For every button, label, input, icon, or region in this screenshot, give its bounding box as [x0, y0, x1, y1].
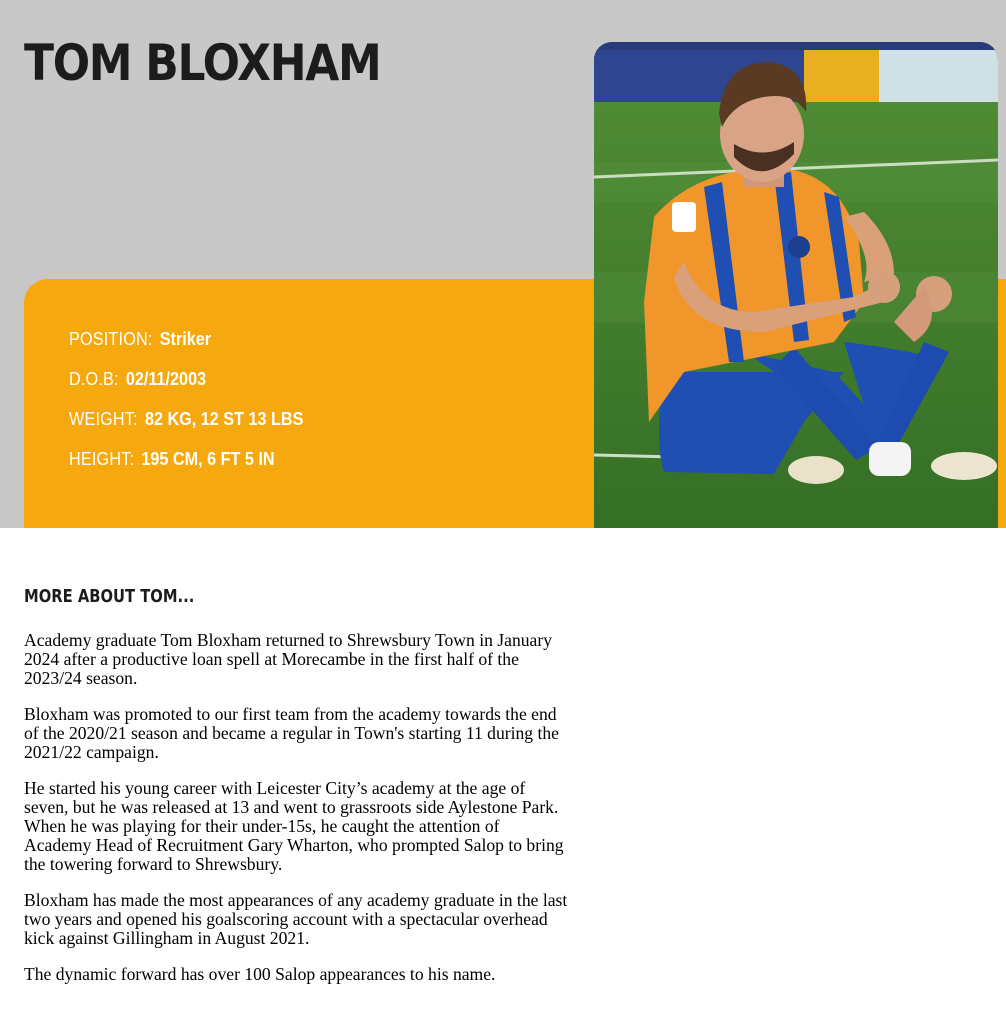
more-about-heading: MORE ABOUT TOM...: [24, 586, 195, 607]
stat-weight: [69, 409, 303, 430]
accent-edge: [998, 279, 1006, 528]
bio-paragraph: He started his young career with Leicester City’s academy at the age of seven, but he was released at 13 and went to grassroots side Aylestone Park. When he was playing for their under-15s, he caught the attention of Academy Head of Recruitment Gary Wharton, who prompted Salop to bring the towering forward to Shrewsbury.: [24, 778, 564, 874]
stat-dob: [69, 369, 206, 390]
bio-paragraph: Bloxham was promoted to our first team from the academy towards the end of the 2020/21 season and became a regular in Town's starting 11 during the 2021/22 campaign.: [24, 704, 559, 762]
stat-dob-label: D.O.B:: [69, 369, 119, 389]
player-photo: [594, 42, 998, 528]
stat-height: [69, 449, 275, 470]
stat-dob-value: 02/11/2003: [125, 369, 207, 389]
player-stats-panel: [24, 279, 614, 528]
stat-height-value: 195 CM, 6 FT 5 IN: [141, 449, 275, 469]
stat-weight-label: WEIGHT:: [69, 409, 138, 429]
stat-height-label: HEIGHT:: [69, 449, 135, 469]
bio-paragraph: The dynamic forward has over 100 Salop appearances to his name.: [24, 964, 496, 984]
bio-paragraph: Academy graduate Tom Bloxham returned to Shrewsbury Town in January 2024 after a productive loan spell at Morecambe in the first half of the 2023/24 season.: [24, 630, 553, 688]
stat-position: [69, 329, 211, 350]
stat-position-value: Striker: [159, 329, 212, 349]
player-bio: [24, 631, 569, 1001]
player-photo-illustration: [594, 42, 998, 528]
stat-position-label: POSITION:: [69, 329, 153, 349]
bio-paragraph: Bloxham has made the most appearances of any academy graduate in the last two years and opened his goalscoring account with a spectacular overhead kick against Gillingham in August 2021.: [24, 890, 568, 948]
player-name: TOM BLOXHAM: [24, 34, 381, 92]
stat-weight-value: 82 KG, 12 ST 13 LBS: [144, 409, 304, 429]
